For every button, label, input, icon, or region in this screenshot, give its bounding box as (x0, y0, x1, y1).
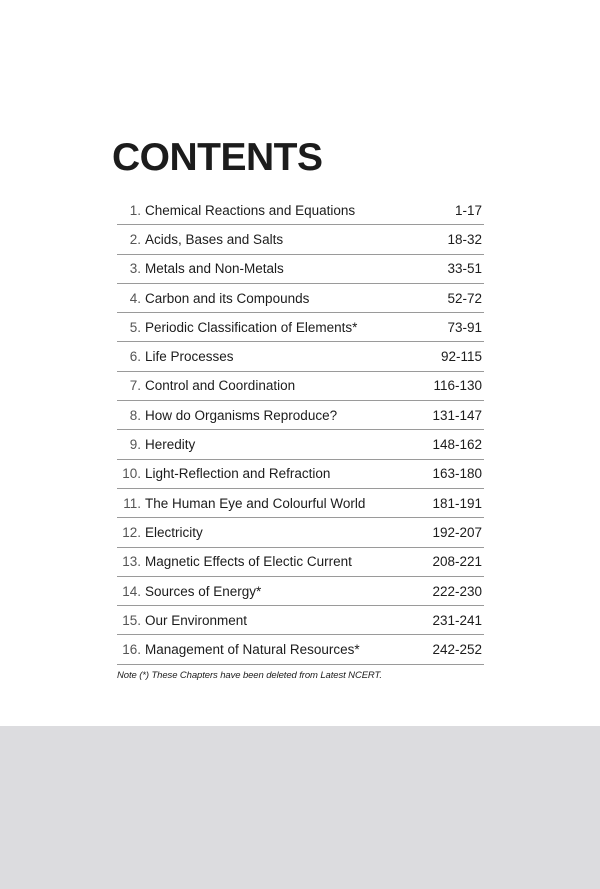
chapter-number: 9. (129, 437, 141, 453)
chapter-title: How do Organisms Reproduce? (145, 407, 338, 423)
chapter-title: Control and Coordination (145, 378, 296, 394)
chapter-pages: 181-191 (432, 495, 482, 511)
chapter-pages: 1-17 (454, 202, 482, 218)
chapter-number: 11. (123, 495, 141, 511)
chapter-pages: 73-91 (447, 319, 482, 335)
chapter-pages: 33-51 (447, 261, 482, 277)
toc-row[interactable] (117, 255, 484, 284)
chapter-number: 1. (129, 202, 141, 218)
toc-row[interactable] (117, 401, 484, 430)
toc-row[interactable] (117, 342, 484, 371)
table-of-contents (117, 196, 484, 665)
page-title: CONTENTS (112, 136, 323, 179)
chapter-pages: 192-207 (432, 524, 482, 540)
toc-row[interactable] (117, 284, 484, 313)
chapter-number: 5. (129, 319, 141, 335)
chapter-pages: 116-130 (433, 378, 482, 394)
chapter-pages: 131-147 (432, 407, 482, 423)
chapter-title: Life Processes (145, 349, 234, 365)
chapter-title: Our Environment (145, 612, 248, 628)
chapter-title: The Human Eye and Colourful World (145, 495, 366, 511)
chapter-pages: 242-252 (432, 642, 482, 658)
chapter-number: 12. (122, 524, 141, 540)
chapter-number: 10. (122, 466, 141, 482)
chapter-pages: 208-221 (432, 554, 482, 570)
chapter-number: 6. (129, 349, 141, 365)
toc-row[interactable] (117, 606, 484, 635)
toc-row[interactable] (117, 196, 484, 225)
chapter-title: Heredity (145, 437, 196, 453)
chapter-title: Chemical Reactions and Equations (145, 202, 356, 218)
chapter-title: Management of Natural Resources* (145, 642, 360, 658)
chapter-pages: 163-180 (432, 466, 482, 482)
chapter-title: Acids, Bases and Salts (145, 231, 284, 247)
deleted-chapters-note: Note (*) These Chapters have been deleted from Latest NCERT. (117, 670, 382, 681)
toc-row[interactable] (117, 518, 484, 547)
toc-row[interactable] (117, 460, 484, 489)
chapter-number: 14. (122, 583, 141, 599)
chapter-pages: 52-72 (447, 290, 482, 306)
chapter-number: 3. (129, 261, 141, 277)
toc-row[interactable] (117, 489, 484, 518)
chapter-pages: 231-241 (432, 612, 482, 628)
chapter-number: 15. (122, 612, 141, 628)
toc-row[interactable] (117, 313, 484, 342)
chapter-title: Metals and Non-Metals (145, 261, 284, 277)
chapter-pages: 92-115 (440, 349, 482, 365)
chapter-number: 16. (122, 642, 141, 658)
chapter-number: 7. (129, 378, 141, 394)
toc-row[interactable] (117, 577, 484, 606)
chapter-number: 13. (122, 554, 141, 570)
chapter-title: Electricity (145, 524, 203, 540)
chapter-title: Light-Reflection and Refraction (145, 466, 331, 482)
toc-row[interactable] (117, 635, 484, 664)
toc-row[interactable] (117, 548, 484, 577)
chapter-pages: 18-32 (447, 231, 482, 247)
chapter-title: Carbon and its Compounds (145, 290, 310, 306)
toc-row[interactable] (117, 430, 484, 459)
toc-row[interactable] (117, 225, 484, 254)
chapter-number: 2. (129, 231, 141, 247)
chapter-title: Periodic Classification of Elements* (145, 319, 358, 335)
chapter-number: 8. (129, 407, 141, 423)
chapter-number: 4. (129, 290, 141, 306)
toc-row[interactable] (117, 372, 484, 401)
chapter-title: Sources of Energy* (145, 583, 262, 599)
chapter-pages: 222-230 (432, 583, 482, 599)
chapter-title: Magnetic Effects of Electic Current (145, 554, 352, 570)
chapter-pages: 148-162 (432, 437, 482, 453)
page-footer-band (0, 726, 600, 889)
